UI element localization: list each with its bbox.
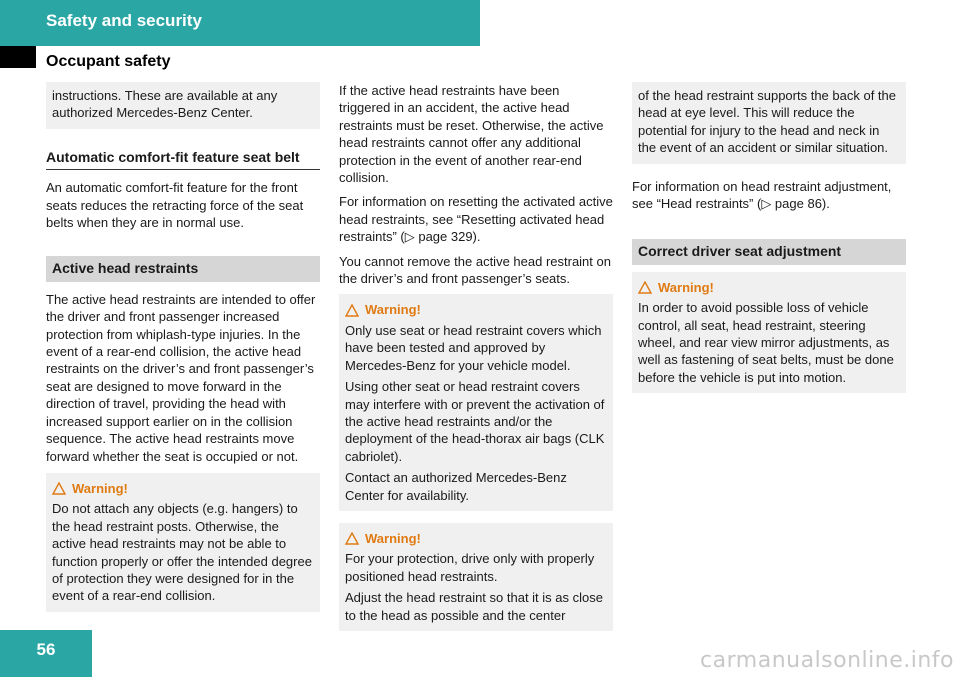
continued-box [46,82,320,129]
column-1 [46,82,320,612]
warning-label: Warning! [72,480,128,496]
warning-covers-text-3: Contact an authorized Mercedes-Benz Center for availability. [345,470,567,503]
warning-triangle-icon [52,482,66,495]
column-2 [339,82,613,631]
section-marker [0,46,36,68]
warning-triangle-icon [345,304,359,317]
adjustment-info-text: For information on head restraint adjustment, see “Head restraints” (▷ page 86). [632,178,892,212]
reset-info-text: For information on resetting the activated active head restraints, see “Resetting activated head restraints” (▷ page 329). [339,194,613,245]
warning-positioning-text-2: Adjust the head restraint so that it is as close to the head as possible and the center [345,590,603,623]
continued-warning-text: of the head restraint supports the back of the head at eye level. This will reduce the potential for injury to the head and neck in the event of an accident or similar situation. [638,88,896,156]
warning-box-covers [339,294,613,510]
watermark: carmanualsonline.info [700,648,954,673]
warning-label: Warning! [658,279,714,295]
warning-box [46,473,320,612]
bar-correct-driver-seat: Correct driver seat adjustment [632,239,906,264]
continued-text: instructions. These are available at any authorized Mercedes-Benz Center. [52,88,278,121]
header-band [0,0,480,46]
warning-heading [345,530,607,547]
warning-triangle-icon [345,532,359,545]
warning-triangle-icon [638,281,652,294]
warning-heading [345,301,607,318]
warning-label: Warning! [365,302,421,318]
warning-box-positioning [339,523,613,631]
reset-text: If the active head restraints have been triggered in an accident, the active head restraints must be reset. Otherwise, the active head restraints cannot offer any additional protection in the event of another rear-end collision. [339,83,604,186]
removal-text: You cannot remove the active head restraint on the driver’s and front passenger’s seats. [339,253,611,287]
warning-covers-text-1: Only use seat or head restraint covers which have been tested and approved by Mercedes-Benz for your vehicle model. [345,322,602,373]
warning-text: Do not attach any objects (e.g. hangers) to the head restraint posts. Otherwise, the active head restraints may not be able to function properly or offer the intended degree of protection they were designed for in the event of a rear-end collision. [52,501,312,604]
warning-label: Warning! [365,530,421,546]
warning-positioning-text-1: For your protection, drive only with properly positioned head restraints. [345,551,595,584]
warning-seat-text: In order to avoid possible loss of vehicle control, all seat, head restraint, steering wheel, and rear view mirror adjustments, as well as fastening of seat belts, must be done before the vehicle is put into motion. [638,300,894,385]
continued-warning-box [632,82,906,164]
page-number: 56 [0,630,92,677]
warning-heading [638,279,900,296]
warning-box-seat [632,272,906,393]
chapter-title: Safety and security [46,11,202,30]
active-head-restraints-text: The active head restraints are intended to offer the driver and front passenger increased protection from whiplash-type injuries. In the event of a rear-end collision, the active head restraints on the driver’s and front passenger’s seat are designed to move forward in the direction of travel, providing the head with increased support earlier on in the collision sequence. The active head restraints move forward whether the seat is occupied or not. [46,291,316,464]
comfort-fit-text: An automatic comfort-fit feature for the front seats reduces the retracting force of the seat belts when they are in normal use. [46,180,304,231]
warning-covers-text-2: Using other seat or head restraint covers may interfere with or prevent the activation of the active head restraints and/or the deployment of the head-thorax air bags (CLK cabriolet). [345,379,605,464]
bar-active-head-restraints: Active head restraints [46,256,320,281]
subhead-comfort-fit: Automatic comfort-fit feature seat belt [46,149,320,170]
warning-heading [52,480,314,497]
section-title: Occupant safety [46,53,171,70]
column-3 [632,82,906,393]
